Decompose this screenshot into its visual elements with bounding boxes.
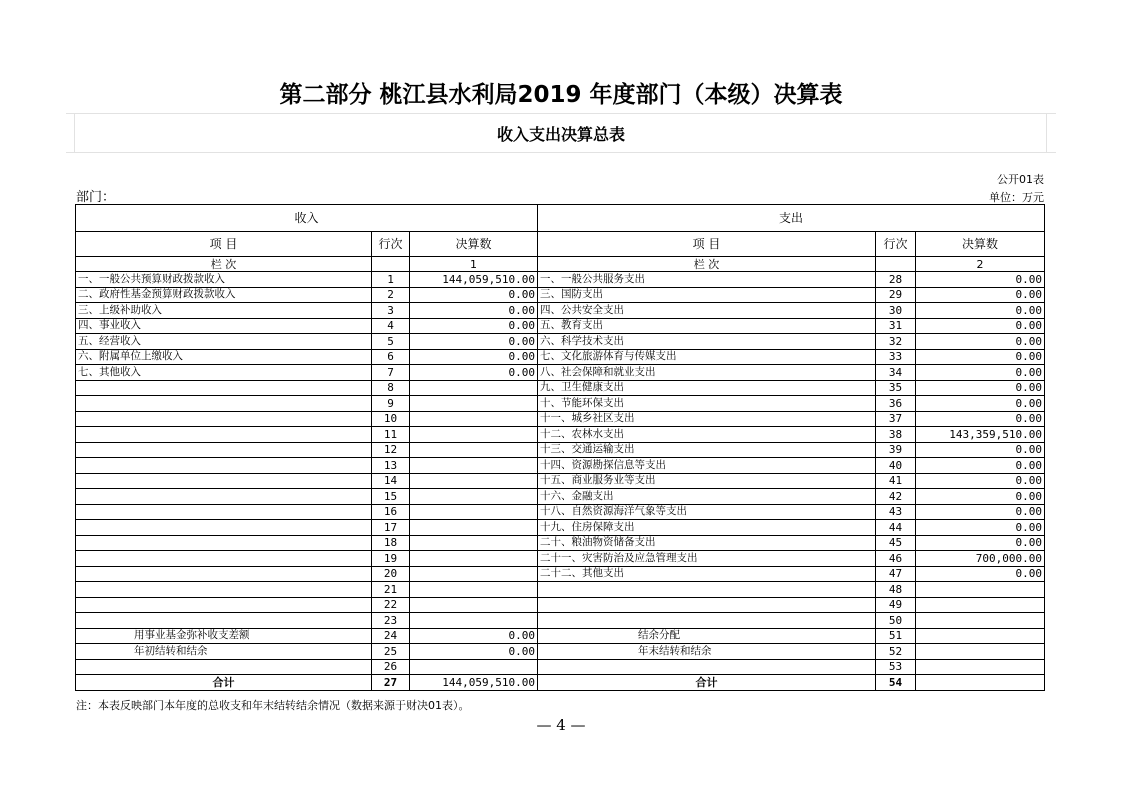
income-amount-cell <box>410 411 538 427</box>
income-amount-cell: 144,059,510.00 <box>410 272 538 288</box>
income-item-cell <box>76 520 372 536</box>
expense-amount-cell: 0.00 <box>916 272 1045 288</box>
expense-row-no-cell: 32 <box>876 334 916 350</box>
income-total-label: 合计 <box>76 675 372 691</box>
income-amount-cell: 0.00 <box>410 334 538 350</box>
expense-row-no-cell: 44 <box>876 520 916 536</box>
income-row-no-cell: 3 <box>372 303 410 319</box>
expense-amount-cell: 0.00 <box>916 411 1045 427</box>
income-row-no-cell: 5 <box>372 334 410 350</box>
income-row-no-cell: 10 <box>372 411 410 427</box>
income-row-no-cell: 20 <box>372 566 410 582</box>
table-row <box>76 613 1045 629</box>
income-item-cell <box>76 613 372 629</box>
expense-total-amount <box>916 675 1045 691</box>
income-row-no-cell: 25 <box>372 644 410 660</box>
expense-amount-cell: 0.00 <box>916 396 1045 412</box>
income-row-no-cell: 11 <box>372 427 410 443</box>
income-row-no-cell: 23 <box>372 613 410 629</box>
income-amount-cell <box>410 427 538 443</box>
expense-amount-header: 决算数 <box>916 232 1045 257</box>
income-row-no-cell: 16 <box>372 504 410 520</box>
income-item-cell <box>76 411 372 427</box>
expense-item-cell <box>538 582 876 598</box>
income-item-cell <box>76 551 372 567</box>
page-number: — 4 — <box>536 716 586 734</box>
income-amount-cell <box>410 473 538 489</box>
table-row <box>76 520 1045 536</box>
income-row-no-cell: 15 <box>372 489 410 505</box>
expense-row-no-cell: 45 <box>876 535 916 551</box>
income-item-cell: 二、政府性基金预算财政拨款收入 <box>76 287 372 303</box>
expense-row-no-cell: 50 <box>876 613 916 629</box>
expense-amount-cell <box>916 628 1045 644</box>
income-row-no-cell: 19 <box>372 551 410 567</box>
expense-amount-cell: 0.00 <box>916 349 1045 365</box>
table-row <box>76 318 1045 334</box>
table-row <box>76 334 1045 350</box>
income-item-cell <box>76 504 372 520</box>
table-row <box>76 489 1045 505</box>
income-row-no-cell: 2 <box>372 287 410 303</box>
income-item-cell: 三、上级补助收入 <box>76 303 372 319</box>
expense-header: 支出 <box>538 205 1045 232</box>
income-row-no-cell: 8 <box>372 380 410 396</box>
table-subtitle: 收入支出决算总表 <box>496 125 625 144</box>
income-item-cell: 一、一般公共预算财政拨款收入 <box>76 272 372 288</box>
expense-item-cell: 三、国防支出 <box>538 287 876 303</box>
expense-item-cell: 二十二、其他支出 <box>538 566 876 582</box>
income-item-cell <box>76 659 372 675</box>
grid-line <box>66 152 1056 153</box>
expense-row-no-cell: 53 <box>876 659 916 675</box>
expense-row-no-cell: 33 <box>876 349 916 365</box>
expense-amount-cell: 0.00 <box>916 535 1045 551</box>
expense-item-cell: 六、科学技术支出 <box>538 334 876 350</box>
income-item-cell <box>76 582 372 598</box>
income-amount-cell <box>410 489 538 505</box>
expense-index-blank <box>876 257 916 272</box>
income-expense-table <box>75 204 1045 691</box>
expense-row-no-cell: 41 <box>876 473 916 489</box>
expense-amount-cell: 0.00 <box>916 473 1045 489</box>
expense-row-no-cell: 28 <box>876 272 916 288</box>
expense-row-no-cell: 39 <box>876 442 916 458</box>
expense-item-cell: 一、一般公共服务支出 <box>538 272 876 288</box>
income-row-no-cell: 9 <box>372 396 410 412</box>
expense-amount-cell: 0.00 <box>916 442 1045 458</box>
expense-amount-cell: 0.00 <box>916 303 1045 319</box>
income-row-no-cell: 26 <box>372 659 410 675</box>
expense-item-header: 项 目 <box>538 232 876 257</box>
income-index-label: 栏 次 <box>76 257 372 272</box>
income-total-row-no: 27 <box>372 675 410 691</box>
expense-item-cell: 五、教育支出 <box>538 318 876 334</box>
income-amount-cell <box>410 458 538 474</box>
table-row <box>76 287 1045 303</box>
income-row-no-cell: 17 <box>372 520 410 536</box>
expense-amount-cell: 0.00 <box>916 318 1045 334</box>
table-row <box>76 504 1045 520</box>
income-item-cell: 年初结转和结余 <box>76 644 372 660</box>
income-amount-cell <box>410 504 538 520</box>
income-item-cell: 五、经营收入 <box>76 334 372 350</box>
expense-amount-cell: 0.00 <box>916 287 1045 303</box>
expense-item-cell: 二十一、灾害防治及应急管理支出 <box>538 551 876 567</box>
page-title: 第二部分 桃江县水利局2019 年度部门（本级）决算表 <box>279 82 843 108</box>
income-amount-cell: 0.00 <box>410 349 538 365</box>
income-item-header: 项 目 <box>76 232 372 257</box>
expense-row-no-cell: 37 <box>876 411 916 427</box>
income-item-cell <box>76 597 372 613</box>
income-row-no-cell: 7 <box>372 365 410 381</box>
table-note: 注：本表反映部门本年度的总收支和年末结转结余情况（数据来源于财决01表）。 <box>76 699 470 712</box>
income-row-no-cell: 6 <box>372 349 410 365</box>
income-amount-cell <box>410 613 538 629</box>
expense-row-no-cell: 40 <box>876 458 916 474</box>
income-row-no-cell: 13 <box>372 458 410 474</box>
income-amount-cell <box>410 659 538 675</box>
income-item-cell <box>76 427 372 443</box>
expense-row-no-cell: 43 <box>876 504 916 520</box>
form-number: 公开01表 <box>997 173 1044 186</box>
expense-item-cell: 七、文化旅游体育与传媒支出 <box>538 349 876 365</box>
expense-item-cell <box>538 597 876 613</box>
table-row <box>76 427 1045 443</box>
expense-row-no-cell: 34 <box>876 365 916 381</box>
income-item-cell: 用事业基金弥补收支差额 <box>76 628 372 644</box>
expense-amount-cell: 0.00 <box>916 489 1045 505</box>
expense-index-label: 栏 次 <box>538 257 876 272</box>
income-row-no-cell: 14 <box>372 473 410 489</box>
table-header-row <box>76 205 1045 232</box>
expense-amount-cell <box>916 613 1045 629</box>
income-row-no-cell: 22 <box>372 597 410 613</box>
expense-amount-cell <box>916 659 1045 675</box>
expense-item-cell: 九、卫生健康支出 <box>538 380 876 396</box>
table-row <box>76 659 1045 675</box>
income-item-cell <box>76 380 372 396</box>
expense-total-label: 合计 <box>538 675 876 691</box>
income-amount-cell <box>410 582 538 598</box>
income-amount-cell <box>410 442 538 458</box>
income-row-no-cell: 1 <box>372 272 410 288</box>
expense-amount-cell: 0.00 <box>916 566 1045 582</box>
expense-row-no-cell: 46 <box>876 551 916 567</box>
income-index-blank <box>372 257 410 272</box>
expense-amount-cell: 143,359,510.00 <box>916 427 1045 443</box>
expense-amount-cell: 0.00 <box>916 458 1045 474</box>
expense-row-no-cell: 42 <box>876 489 916 505</box>
income-item-cell <box>76 535 372 551</box>
table-row <box>76 442 1045 458</box>
expense-row-no-cell: 47 <box>876 566 916 582</box>
income-amount-cell <box>410 597 538 613</box>
expense-row-no-cell: 38 <box>876 427 916 443</box>
table-row <box>76 303 1045 319</box>
income-amount-cell <box>410 380 538 396</box>
table-row <box>76 396 1045 412</box>
expense-row-no-cell: 49 <box>876 597 916 613</box>
income-total-amount: 144,059,510.00 <box>410 675 538 691</box>
expense-row-no-cell: 30 <box>876 303 916 319</box>
expense-item-cell: 十八、自然资源海洋气象等支出 <box>538 504 876 520</box>
table-row <box>76 628 1045 644</box>
unit-label: 单位：万元 <box>989 191 1044 204</box>
income-item-cell <box>76 442 372 458</box>
expense-item-cell: 八、社会保障和就业支出 <box>538 365 876 381</box>
expense-item-cell: 年末结转和结余 <box>538 644 876 660</box>
table-row <box>76 551 1045 567</box>
expense-item-cell <box>538 659 876 675</box>
expense-row-no-cell: 52 <box>876 644 916 660</box>
expense-item-cell: 十、节能环保支出 <box>538 396 876 412</box>
table-row <box>76 582 1045 598</box>
expense-item-cell: 结余分配 <box>538 628 876 644</box>
table-row <box>76 597 1045 613</box>
expense-amount-cell: 0.00 <box>916 504 1045 520</box>
table-row <box>76 566 1045 582</box>
expense-amount-cell: 0.00 <box>916 334 1045 350</box>
expense-amount-cell: 0.00 <box>916 365 1045 381</box>
expense-row-no-cell: 29 <box>876 287 916 303</box>
expense-amount-cell <box>916 582 1045 598</box>
income-row-no-cell: 12 <box>372 442 410 458</box>
income-row-no-cell: 24 <box>372 628 410 644</box>
income-item-cell <box>76 473 372 489</box>
income-amount-cell <box>410 535 538 551</box>
expense-item-cell: 十四、资源勘探信息等支出 <box>538 458 876 474</box>
expense-item-cell: 十二、农林水支出 <box>538 427 876 443</box>
expense-amount-cell <box>916 597 1045 613</box>
table-row <box>76 411 1045 427</box>
table-row <box>76 380 1045 396</box>
expense-item-cell: 四、公共安全支出 <box>538 303 876 319</box>
expense-row-no-cell: 35 <box>876 380 916 396</box>
income-index: 1 <box>410 257 538 272</box>
income-item-cell <box>76 458 372 474</box>
expense-item-cell <box>538 613 876 629</box>
income-amount-cell: 0.00 <box>410 287 538 303</box>
table-row <box>76 365 1045 381</box>
table-row <box>76 349 1045 365</box>
income-amount-cell: 0.00 <box>410 365 538 381</box>
expense-row-header: 行次 <box>876 232 916 257</box>
expense-row-no-cell: 48 <box>876 582 916 598</box>
expense-item-cell: 十三、交通运输支出 <box>538 442 876 458</box>
department-label: 部门： <box>76 190 116 205</box>
expense-item-cell: 十一、城乡社区支出 <box>538 411 876 427</box>
table-row <box>76 473 1045 489</box>
table-row <box>76 535 1045 551</box>
income-row-no-cell: 4 <box>372 318 410 334</box>
income-amount-cell <box>410 551 538 567</box>
income-item-cell <box>76 396 372 412</box>
income-amount-cell: 0.00 <box>410 318 538 334</box>
index-row <box>76 257 1045 272</box>
income-row-no-cell: 18 <box>372 535 410 551</box>
table-row <box>76 644 1045 660</box>
table-row <box>76 458 1045 474</box>
income-header: 收入 <box>76 205 538 232</box>
income-item-cell: 七、其他收入 <box>76 365 372 381</box>
income-amount-cell <box>410 520 538 536</box>
income-item-cell <box>76 489 372 505</box>
expense-amount-cell: 700,000.00 <box>916 551 1045 567</box>
expense-amount-cell: 0.00 <box>916 380 1045 396</box>
expense-item-cell: 十五、商业服务业等支出 <box>538 473 876 489</box>
expense-amount-cell <box>916 644 1045 660</box>
expense-amount-cell: 0.00 <box>916 520 1045 536</box>
income-item-cell: 六、附属单位上缴收入 <box>76 349 372 365</box>
expense-total-row-no: 54 <box>876 675 916 691</box>
income-row-no-cell: 21 <box>372 582 410 598</box>
total-row <box>76 675 1045 691</box>
income-item-cell <box>76 566 372 582</box>
income-amount-header: 决算数 <box>410 232 538 257</box>
income-amount-cell: 0.00 <box>410 303 538 319</box>
expense-item-cell: 二十、粮油物资储备支出 <box>538 535 876 551</box>
income-row-header: 行次 <box>372 232 410 257</box>
expense-row-no-cell: 31 <box>876 318 916 334</box>
income-item-cell: 四、事业收入 <box>76 318 372 334</box>
income-amount-cell: 0.00 <box>410 644 538 660</box>
income-amount-cell <box>410 396 538 412</box>
expense-row-no-cell: 51 <box>876 628 916 644</box>
income-amount-cell: 0.00 <box>410 628 538 644</box>
grid-line <box>66 113 1056 114</box>
table-row <box>76 272 1045 288</box>
expense-row-no-cell: 36 <box>876 396 916 412</box>
income-amount-cell <box>410 566 538 582</box>
expense-item-cell: 十六、金融支出 <box>538 489 876 505</box>
expense-index: 2 <box>916 257 1045 272</box>
column-header-row <box>76 232 1045 257</box>
expense-item-cell: 十九、住房保障支出 <box>538 520 876 536</box>
